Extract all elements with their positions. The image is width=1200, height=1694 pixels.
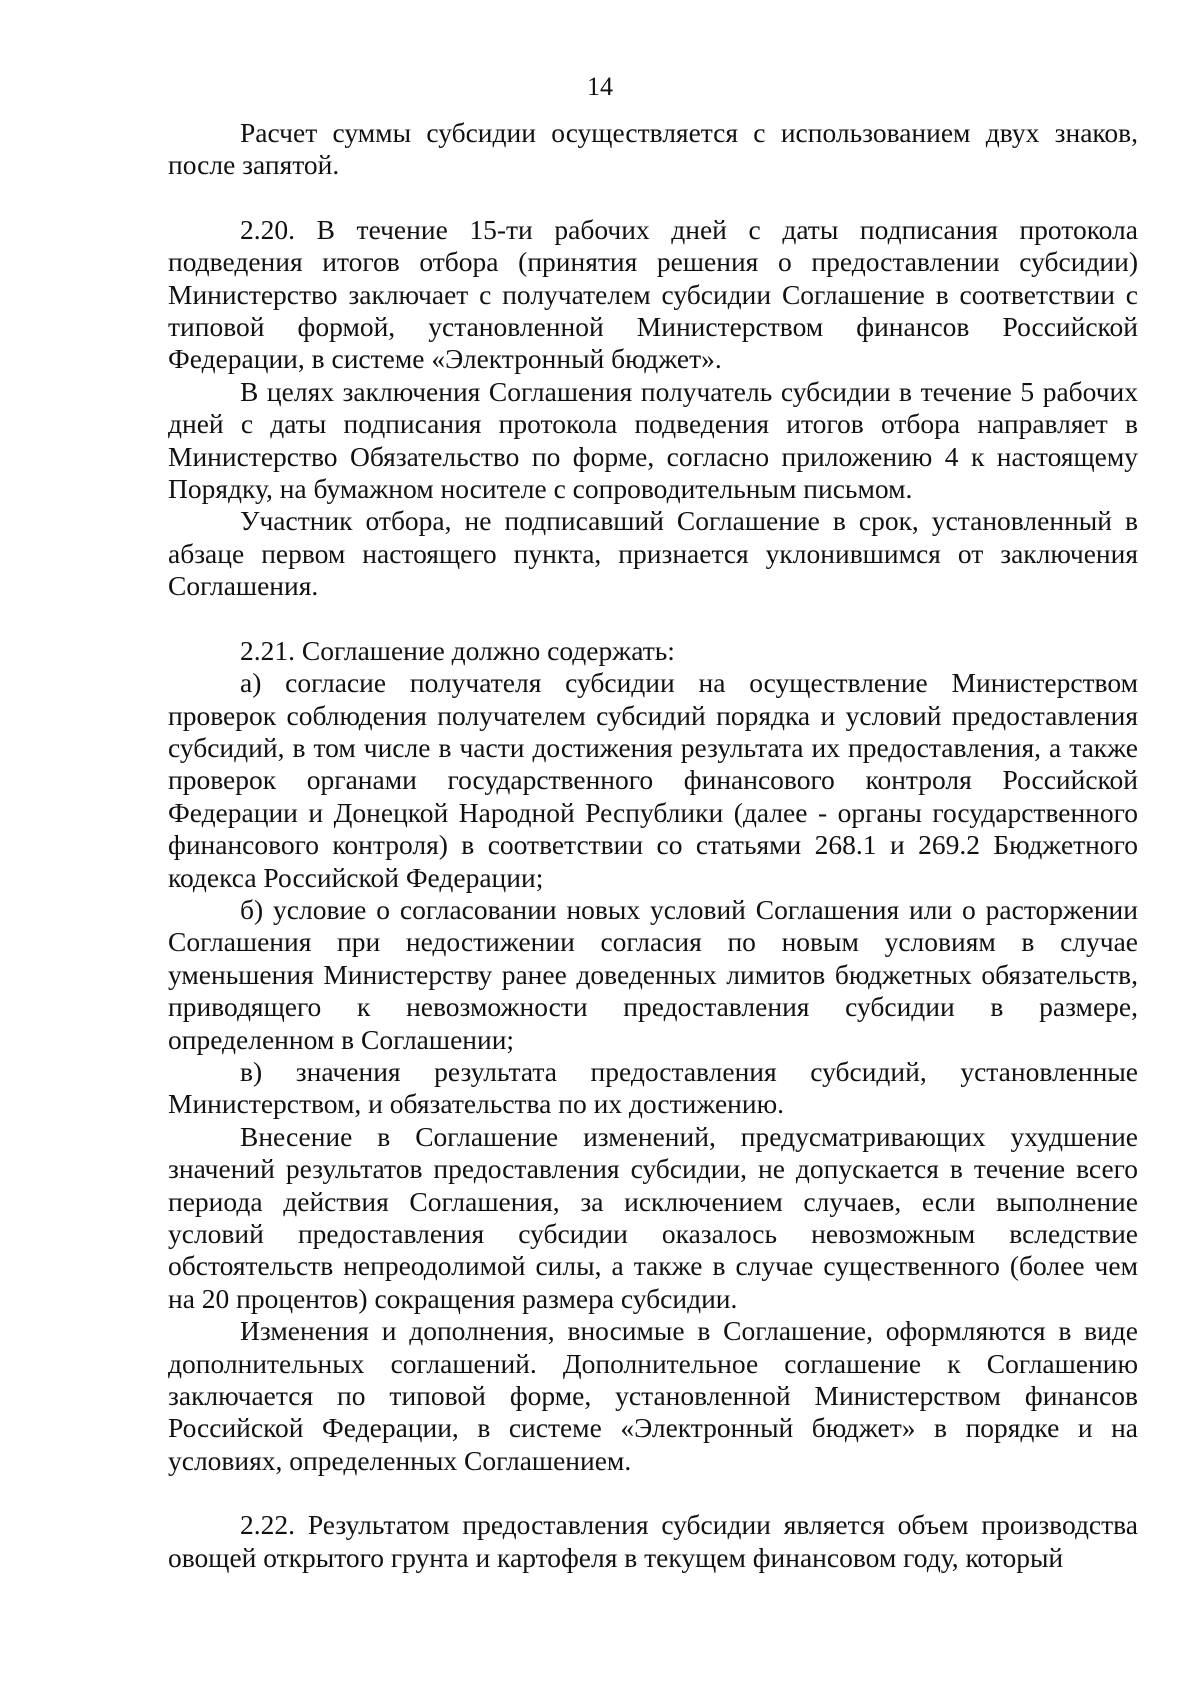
paragraph: Внесение в Соглашение изменений, предусматривающих ухудшение значений результатов предоставления субсидии, не допускается в течение всего периода действия Соглашения, за исключением случаев, если выполнение условий предоставления субсидии оказалось невозможным вследствие обстоятельств непреодолимой силы, а также в случае существенного (более чем на 20 процентов) сокращения размера субсидии. [168,1120,1138,1314]
paragraph: 2.22. Результатом предоставления субсидии является объем производства овощей открытого грунта и картофеля в текущем финансовом году, который [168,1509,1138,1573]
paragraph: 2.20. В течение 15-ти рабочих дней с даты подписания протокола подведения итогов отбора (принятия решения о предоставлении субсидии) Министерство заключает с получателем субсидии Соглашение в соответствии с типовой формой, установленной Министерством финансов Российской Федерации, в системе «Электронный бюджет». [168,213,1138,375]
paragraph: в) значения результата предоставления субсидий, установленные Министерством, и обязательства по их достижению. [168,1055,1138,1120]
paragraph: Участник отбора, не подписавший Соглашение в срок, установленный в абзаце первом настоящего пункта, признается уклонившимся от заключения Соглашения. [168,505,1138,602]
paragraph: б) условие о согласовании новых условий Соглашения или о расторжении Соглашения при недостижении согласия по новым условиям в случае уменьшения Министерству ранее доведенных лимитов бюджетных обязательств, приводящего к невозможности предоставления субсидии в размере, определенном в Соглашении; [168,893,1138,1055]
page-number: 14 [587,72,613,101]
paragraph: а) согласие получателя субсидии на осуществление Министерством проверок соблюдения получателем субсидий порядка и условий предоставления субсидий, в том числе в части достижения результата их предоставления, а также проверок органами государственного финансового контроля Российской Федерации и Донецкой Народной Республики (далее - органы государственного финансового контроля) в соответствии со статьями 268.1 и 269.2 Бюджетного кодекса Российской Федерации; [168,667,1138,893]
paragraph: Изменения и дополнения, вносимые в Соглашение, оформляются в виде дополнительных соглашений. Дополнительное соглашение к Соглашению заключается по типовой форме, установленной Министерством финансов Российской Федерации, в системе «Электронный бюджет» в порядке и на условиях, определенных Соглашением. [168,1315,1138,1476]
paragraph: Расчет суммы субсидии осуществляется с использованием двух знаков, после запятой. [168,117,1138,181]
paragraph: 2.21. Соглашение должно содержать: [240,634,675,666]
paragraph: В целях заключения Соглашения получатель субсидии в течение 5 рабочих дней с даты подписания протокола подведения итогов отбора направляет в Министерство Обязательство по форме, согласно приложению 4 к настоящему Порядку, на бумажном носителе с сопроводительным письмом. [168,375,1138,505]
document-body [168,117,1138,1574]
